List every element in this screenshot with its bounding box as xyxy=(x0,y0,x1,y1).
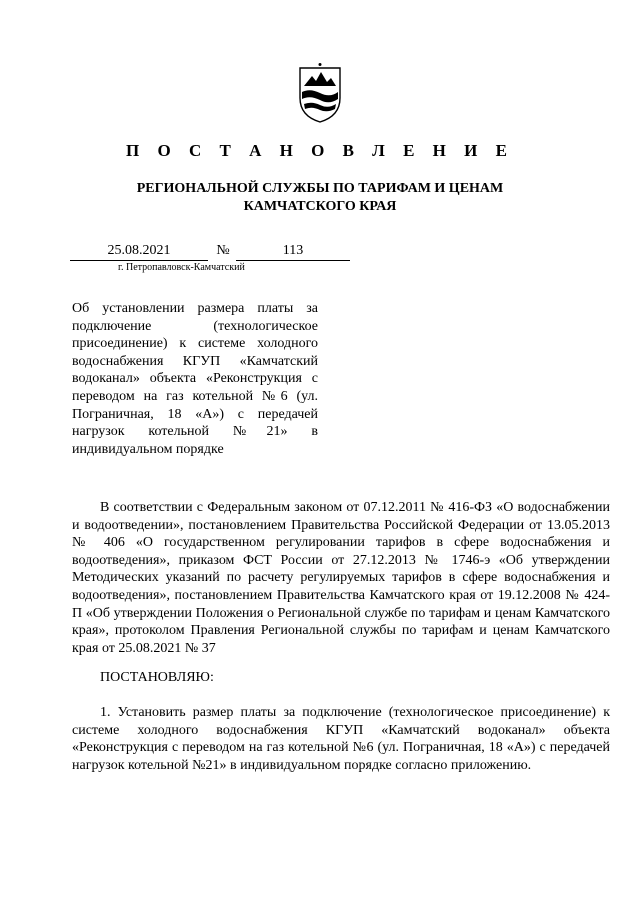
document-date: 25.08.2021 xyxy=(70,243,208,261)
number-label: № xyxy=(216,243,230,258)
document-type-title: П О С Т А Н О В Л Е Н И Е xyxy=(126,141,514,160)
resolve-heading xyxy=(72,669,610,687)
item-1-paragraph xyxy=(72,704,610,774)
coat-of-arms-icon xyxy=(298,62,342,124)
document-number: 113 xyxy=(236,243,350,261)
issuer-name xyxy=(120,180,520,216)
item-1-text: 1. Установить размер платы за подключение (технологическое присоединение) к системе холодного водоснабжения КГУП «Камчатский водоканал» объекта «Реконструкция с переводом на газ котельной №6 (ул. Пограничная, 18 «А») с передачей нагрузок котельной №21» в индивидуальном порядке согласно приложению. xyxy=(72,705,610,773)
preamble-text: В соответствии с Федеральным законом от 07.12.2011 № 416-ФЗ «О водоснабжении и водоотведении», постановлением Правительства Российской Федерации от 13.05.2013 № 406 «О государственном регулировании тарифов в сфере водоснабжения и водоотведения», приказом ФСТ России от 27.12.2013 № 1746-э «Об утверждении Методических указаний по расчету регулируемых тарифов в сфере водоснабжения и водоотведения», постановлением Правительства Камчатского края от 19.12.2008 № 424-П «Об утверждении Положения о Региональной службе по тарифам и ценам Камчатского края», протоколом Правления Региональной службы по тарифам и ценам Камчатского края от 25.08.2021 № 37 xyxy=(72,500,610,656)
document-subject: Об установлении размера платы за подключение (технологическое присоединение) к системе холодного водоснабжения КГУП «Камчатский водоканал» объекта «Реконструкция с переводом на газ котельной №6 (ул. Пограничная, 18 «А») с передачей нагрузок котельной №21» в индивидуальном порядке xyxy=(72,301,318,457)
issuer-line-1: РЕГИОНАЛЬНОЙ СЛУЖБЫ ПО ТАРИФАМ И ЦЕНАМ xyxy=(136,181,504,196)
resolve-text: ПОСТАНОВЛЯЮ: xyxy=(100,670,214,685)
city-name: г. Петропавловск-Камчатский xyxy=(118,262,245,273)
date-number-line xyxy=(70,243,360,261)
preamble-paragraph xyxy=(72,499,610,657)
issuer-line-2: КАМЧАТСКОГО КРАЯ xyxy=(243,199,397,214)
